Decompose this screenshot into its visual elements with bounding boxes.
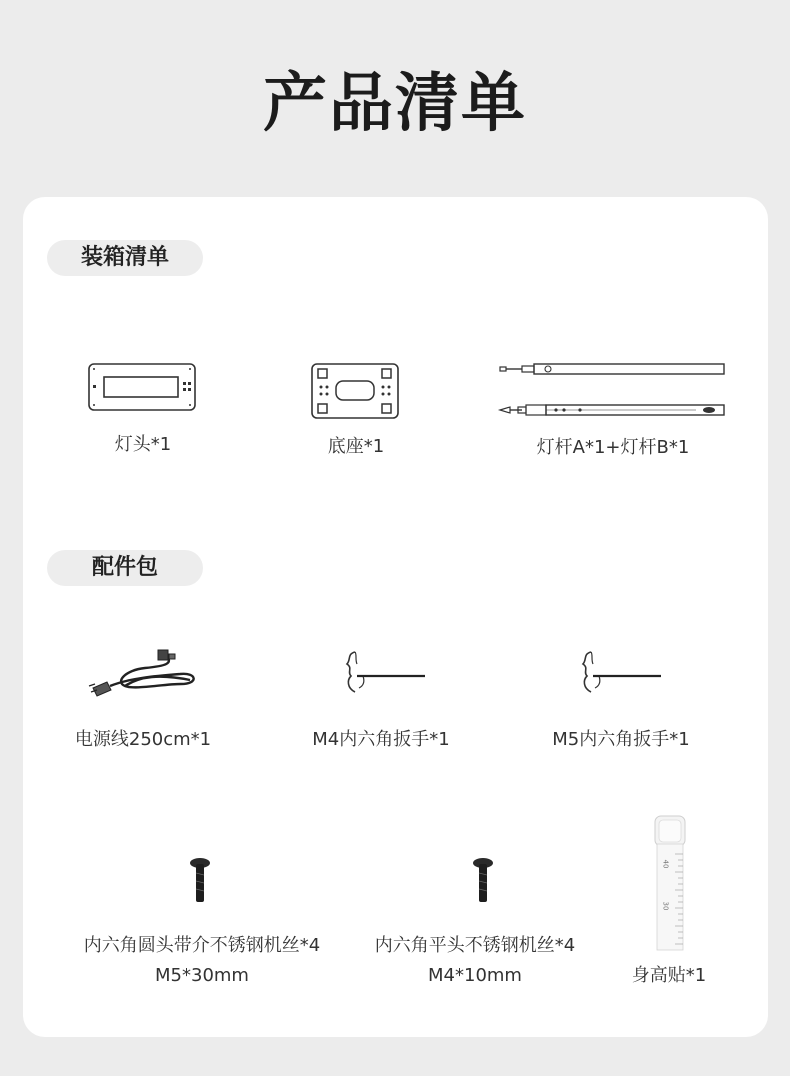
hex-wrench-icon (343, 646, 429, 706)
section-label-packing: 装箱清单 (47, 240, 203, 276)
item-label: 身高贴*1 (631, 965, 707, 986)
section-label-accessories: 配件包 (47, 550, 203, 586)
height-mark: 40 (661, 859, 670, 869)
item-spec: M4*10mm (428, 965, 522, 986)
lamp-head-icon (87, 360, 199, 416)
item-label: 内六角圆头带介不锈钢机丝*4 (83, 935, 321, 956)
page-title: 产品清单 (263, 67, 527, 141)
item-label: 电源线250cm*1 (74, 729, 212, 750)
base-icon (308, 360, 404, 420)
item-lamp-head (73, 360, 213, 460)
product-list-card (23, 197, 768, 1037)
screw-icon (471, 857, 495, 909)
height-sticker-icon (649, 814, 689, 952)
hex-wrench-icon (579, 646, 665, 706)
item-label: 灯杆A*1+灯杆B*1 (536, 437, 690, 458)
lamp-pole-icon (496, 354, 730, 430)
item-base (286, 360, 426, 462)
screw-icon (188, 857, 212, 909)
item-label: 底座*1 (327, 436, 385, 457)
height-mark: 30 (661, 901, 670, 911)
power-cord-icon (85, 646, 205, 706)
item-label: M5内六角扳手*1 (552, 729, 690, 750)
item-label: 灯头*1 (114, 434, 172, 455)
item-label: 内六角平头不锈钢机丝*4 (374, 935, 576, 956)
item-spec: M5*30mm (155, 965, 249, 986)
item-label: M4内六角扳手*1 (312, 729, 450, 750)
